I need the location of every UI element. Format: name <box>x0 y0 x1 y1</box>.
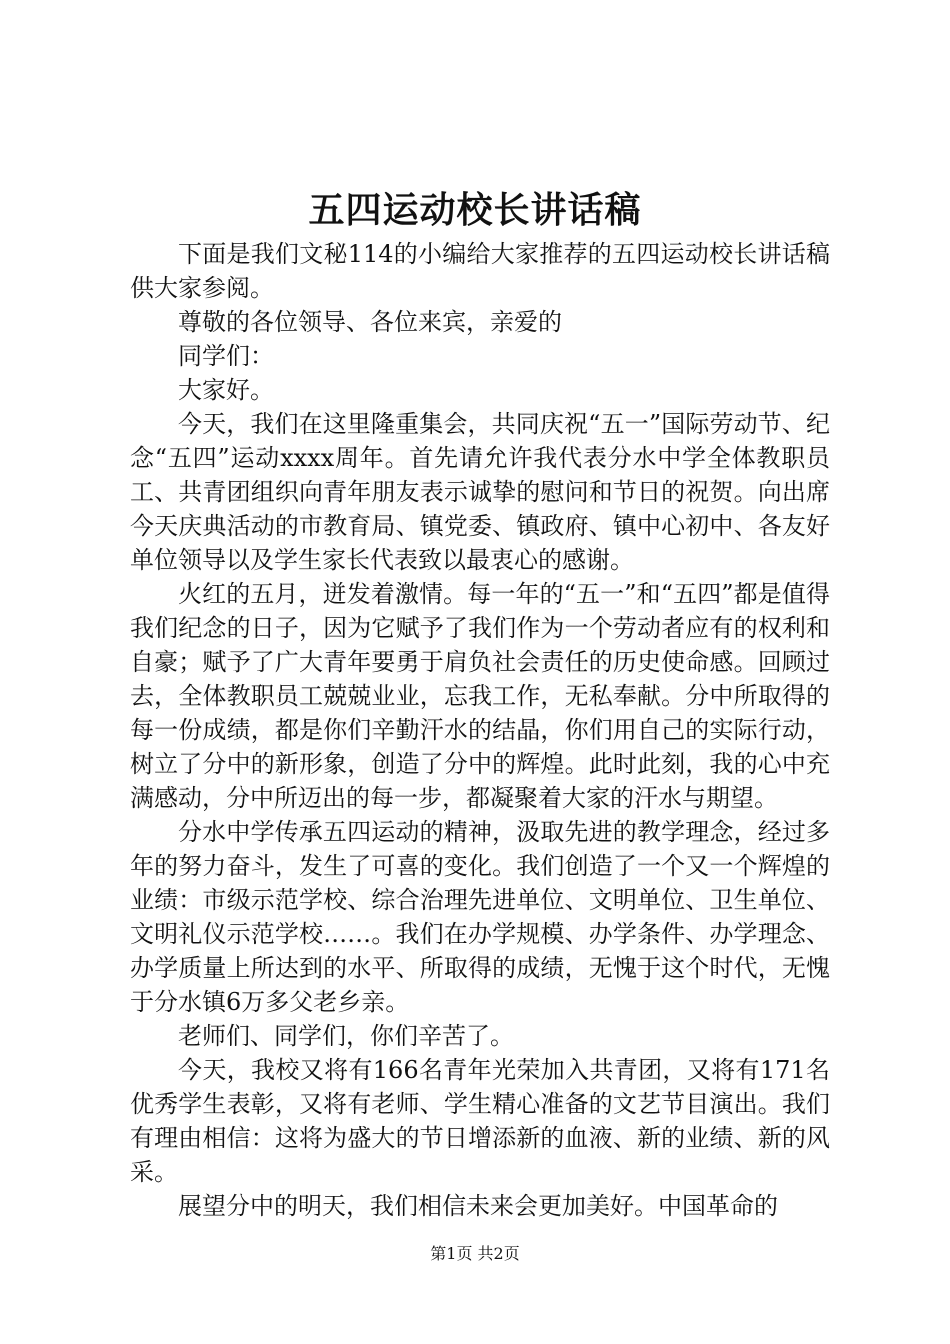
paragraph-body: 火红的五月，迸发着激情。每一年的“五一”和“五四”都是值得我们纪念的日子，因为它赋予了我们作为一个劳动者应有的权利和自豪；赋予了广大青年要勇于肩负社会责任的历史使命感。回顾过去，全体教职员工兢兢业业，忘我工作，无私奉献。分中所取得的每一份成绩，都是你们辛勤汗水的结晶，你们用自己的实际行动，树立了分中的新形象，创造了分中的辉煌。此时此刻，我的心中充满感动，分中所迈出的每一步，都凝聚着大家的汗水与期望。 <box>130 580 830 812</box>
paragraph-greeting: 大家好。 <box>178 376 274 404</box>
document-title: 五四运动校长讲话稿 <box>308 189 642 231</box>
paragraph-salutation: 尊敬的各位领导、各位来宾，亲爱的 <box>178 308 562 336</box>
document-body <box>130 237 830 1223</box>
page-number-footer: 第1页 共2页 <box>430 1244 520 1263</box>
paragraph-body: 老师们、同学们，你们辛苦了。 <box>178 1022 514 1050</box>
paragraph-body: 今天，我们在这里隆重集会，共同庆祝“五一”国际劳动节、纪念“五四”运动xxxx周年。首先请允许我代表分水中学全体教职员工、共青团组织向青年朋友表示诚挚的慰问和节日的祝贺。向出席今天庆典活动的市教育局、镇党委、镇政府、镇中心初中、各友好单位领导以及学生家长代表致以最衷心的感谢。 <box>130 410 830 574</box>
paragraph-body: 今天，我校又将有166名青年光荣加入共青团，又将有171名优秀学生表彰，又将有老师、学生精心准备的文艺节目演出。我们有理由相信：这将为盛大的节日增添新的血液、新的业绩、新的风采。 <box>130 1056 830 1186</box>
paragraph-body: 分水中学传承五四运动的精神，汲取先进的教学理念，经过多年的努力奋斗，发生了可喜的变化。我们创造了一个又一个辉煌的业绩：市级示范学校、综合治理先进单位、文明单位、卫生单位、文明礼仪示范学校……。我们在办学规模、办学条件、办学理念、办学质量上所达到的水平、所取得的成绩，无愧于这个时代，无愧于分水镇6万多父老乡亲。 <box>130 818 830 1016</box>
paragraph-salutation-students: 同学们： <box>178 342 274 370</box>
paragraph-intro: 下面是我们文秘114的小编给大家推荐的五四运动校长讲话稿供大家参阅。 <box>130 240 830 302</box>
paragraph-body: 展望分中的明天，我们相信未来会更加美好。中国革命的 <box>178 1192 778 1220</box>
